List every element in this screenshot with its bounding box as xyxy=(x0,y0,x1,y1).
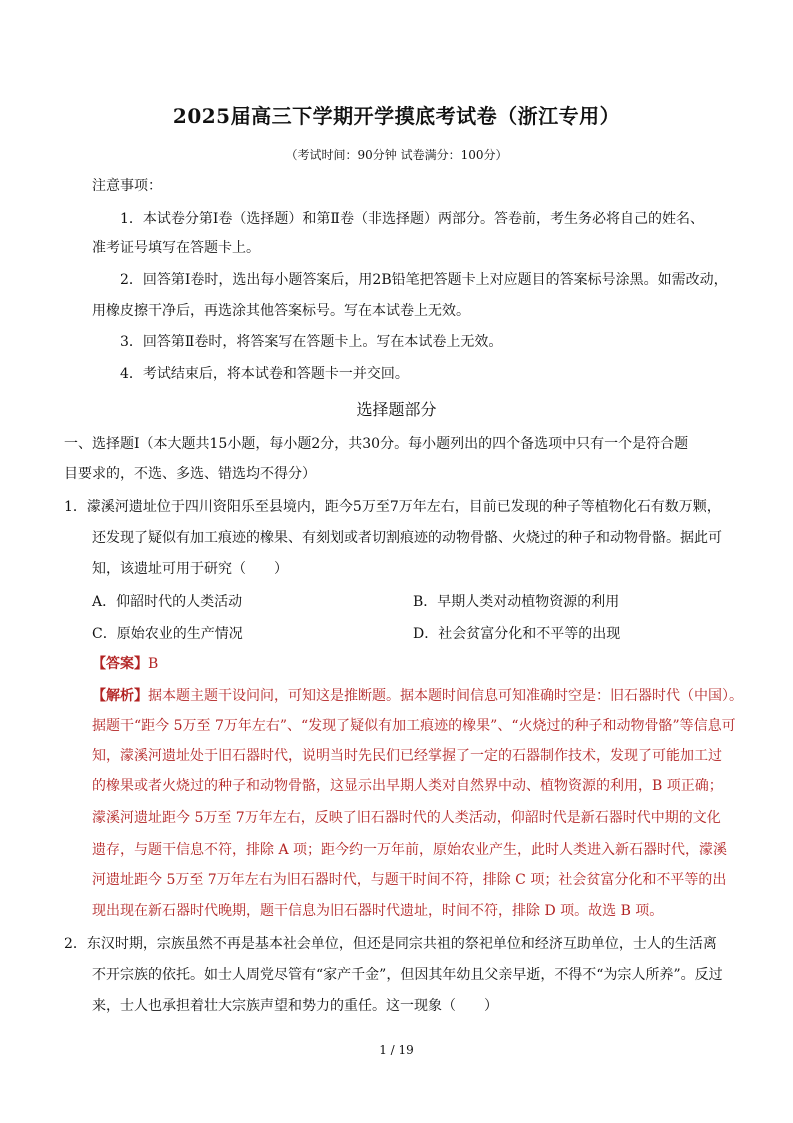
notes-heading: 注意事项： xyxy=(92,178,162,194)
explanation-line-8: 现出现在新石器时代晚期，题干信息为旧石器时代遗址，时间不符，排除 D 项。故选 B 项。 xyxy=(92,903,664,919)
question-1-line-a: 1．濛溪河遗址位于四川资阳乐至县境内，距今5万至7万年左右，目前已发现的种子等植物化石有数万颗， xyxy=(64,499,721,515)
explanation-line-6: 遗存，与题干信息不符，排除 A 项；距今约一万年前，原始农业产生，此时人类进入新石器时代，濛溪 xyxy=(92,842,728,858)
section-title: 选择题部分 xyxy=(356,400,437,419)
explanation-line-5: 濛溪河遗址距今 5万至 7万年左右，反映了旧石器时代的人类活动，仰韶时代是新石器时代中期的文化 xyxy=(92,810,721,826)
question-2-line-c: 来，士人也承担着壮大宗族声望和势力的重任。这一现象（ ） xyxy=(92,998,498,1014)
note-2-line-a: 2．回答第Ⅰ卷时，选出每小题答案后，用2B铅笔把答题卡上对应题目的答案标号涂黑。如需改动， xyxy=(120,272,728,288)
explanation-line-4: 的橡果或者火烧过的种子和动物骨骼，这显示出早期人类对自然界中动、植物资源的利用，B 项正确； xyxy=(92,778,723,794)
question-1-option-a: A．仰韶时代的人类活动 xyxy=(92,594,243,610)
explanation-text: 据本题主题干设问问，可知这是推断题。据本题时间信息可知准确时空是：旧石器时代（中国）。 xyxy=(148,688,743,704)
question-1-option-d: D．社会贫富分化和不平等的出现 xyxy=(413,626,621,642)
explanation-label: 【解析】 xyxy=(92,688,148,704)
note-3: 3．回答第Ⅱ卷时，将答案写在答题卡上。写在本试卷上无效。 xyxy=(120,334,503,350)
exam-title: 2025届高三下学期开学摸底考试卷（浙江专用） xyxy=(172,104,621,128)
question-1-option-c: C．原始农业的生产情况 xyxy=(92,626,243,642)
question-2-line-a: 2．东汉时期，宗族虽然不再是基本社会单位，但还是同宗共祖的祭祀单位和经济互助单位，士人的生活离 xyxy=(64,936,717,952)
exam-subtitle: （考试时间：90分钟 试卷满分：100分） xyxy=(285,148,508,162)
note-2-line-b: 用橡皮擦干净后，再选涂其他答案标号。写在本试卷上无效。 xyxy=(92,303,470,319)
answer-value: B xyxy=(148,656,159,672)
question-1-answer xyxy=(92,654,158,674)
question-1-line-c: 知，该遗址可用于研究（ ） xyxy=(92,561,288,577)
explanation-line-1 xyxy=(92,686,743,706)
answer-label: 【答案】 xyxy=(92,656,148,672)
explanation-line-7: 河遗址距今 5万至 7万年左右为旧石器时代，与题干时间不符，排除 C 项；社会贫富分化和不平等的出 xyxy=(92,872,727,888)
section-intro-line-b: 目要求的，不选、多选、错选均不得分） xyxy=(64,466,316,482)
question-1-line-b: 还发现了疑似有加工痕迹的橡果、有刻划或者切割痕迹的动物骨骼、火烧过的种子和动物骨骼。据此可 xyxy=(92,530,722,546)
page-number: 1 / 19 xyxy=(379,1043,414,1057)
explanation-line-2: 据题干“距今 5万至 7万年左右”、“发现了疑似有加工痕迹的橡果”、“火烧过的种子和动物骨骼”等信息可 xyxy=(92,718,736,734)
note-4: 4．考试结束后，将本试卷和答题卡一并交回。 xyxy=(120,366,409,382)
section-intro-line-a: 一、选择题Ⅰ（本大题共15小题，每小题2分，共30分。每小题列出的四个备选项中只有一个是符合题 xyxy=(64,436,689,452)
note-1-line-b: 准考证号填写在答题卡上。 xyxy=(92,240,260,256)
question-2-line-b: 不开宗族的依托。如士人周党尽管有“家产千金”，但因其年幼且父亲早逝，不得不“为宗人所养”。反过 xyxy=(92,967,723,983)
note-1-line-a: 1．本试卷分第Ⅰ卷（选择题）和第Ⅱ卷（非选择题）两部分。答卷前，考生务必将自己的姓名、 xyxy=(120,211,704,227)
question-1-option-b: B．早期人类对动植物资源的利用 xyxy=(413,594,620,610)
explanation-line-3: 知，濛溪河遗址处于旧石器时代，说明当时先民们已经掌握了一定的石器制作技术，发现了可能加工过 xyxy=(92,748,722,764)
